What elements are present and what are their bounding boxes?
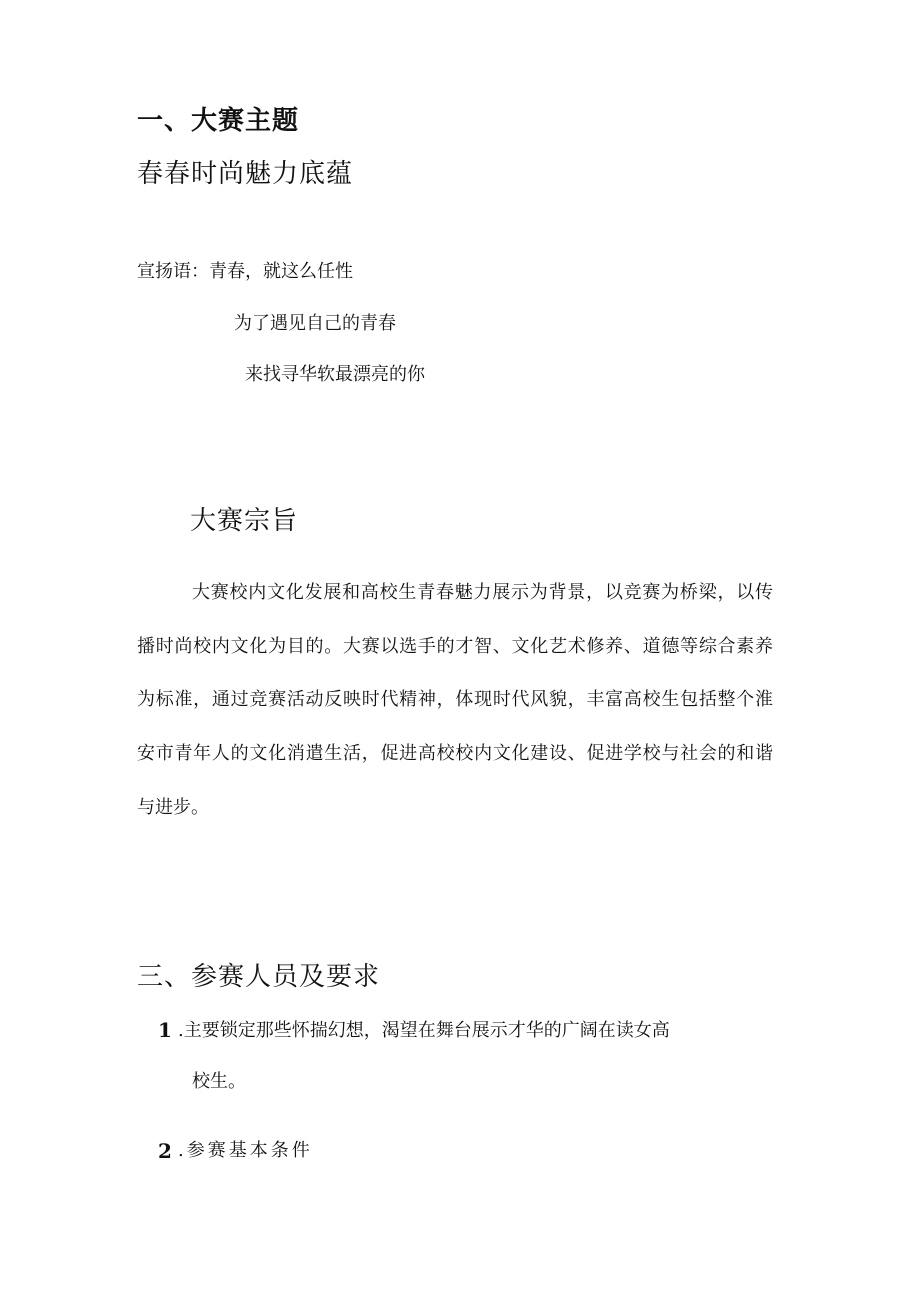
section-heading-purpose: 大赛宗旨 [190, 506, 299, 536]
slogan-line-1: 宣扬语：青春，就这么任性 [137, 261, 353, 282]
section-heading-theme: 一、大赛主题 [137, 106, 300, 136]
slogan-line-3: 来找寻华软最漂亮的你 [245, 364, 425, 385]
slogan-line-2: 为了遇见自己的青春 [234, 313, 396, 334]
paragraph-line: 与进步。 [137, 797, 209, 818]
list-item-number: 1 [158, 1018, 174, 1042]
list-item-number: 2 [158, 1139, 174, 1163]
list-item-text: .主要锁定那些怀揣幻想，渴望在舞台展示才华的广阔在读女高 [178, 1020, 670, 1041]
paragraph-line: 安市青年人的文化消遣生活，促进高校校内文化建设、促进学校与社会的和谐 [137, 743, 773, 764]
list-item-text: .参赛基本条件 [178, 1140, 313, 1161]
paragraph-line: 播时尚校内文化为目的。大赛以选手的才智、文化艺术修养、道德等综合素养 [137, 636, 773, 657]
paragraph-line: 为标准，通过竞赛活动反映时代精神，体现时代风貌，丰富高校生包括整个淮 [137, 689, 773, 710]
section-heading-participants: 三、参赛人员及要求 [137, 962, 381, 992]
list-item-continuation: 校生。 [192, 1071, 246, 1092]
paragraph-line: 大赛校内文化发展和高校生青春魅力展示为背景，以竞赛为桥梁，以传 [192, 582, 773, 603]
theme-text: 春春时尚魅力底蕴 [137, 159, 354, 189]
